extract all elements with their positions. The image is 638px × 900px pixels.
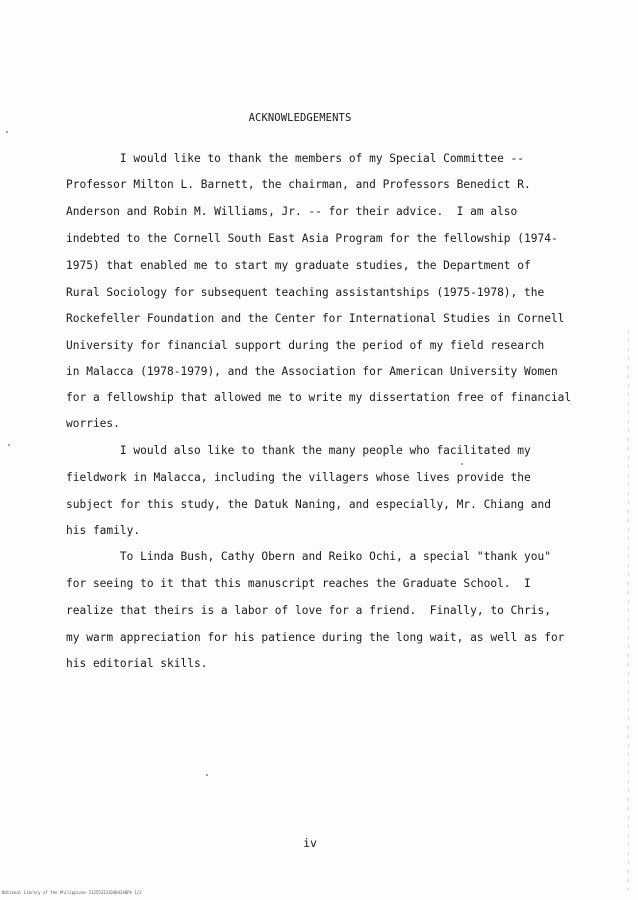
page-number: iv xyxy=(303,836,317,850)
body-line: To Linda Bush, Cathy Obern and Reiko Ochi, a special "thank you" xyxy=(66,550,551,563)
body-line: his family. xyxy=(66,524,141,537)
body-line: Rural Sociology for subsequent teaching assistantships (1975-1978), the xyxy=(66,286,545,299)
body-line: Rockefeller Foundation and the Center for International Studies in Cornell xyxy=(66,312,565,325)
scan-speck xyxy=(206,774,208,776)
page-title: ACKNOWLEDGEMENTS xyxy=(248,112,352,124)
scan-edge-line xyxy=(628,330,629,890)
scan-speck xyxy=(461,463,463,465)
body-line: I would also like to thank the many people who facilitated my xyxy=(66,444,531,457)
body-line: worries. xyxy=(66,417,120,430)
body-line: his editorial skills. xyxy=(66,657,208,670)
body-line: my warm appreciation for his patience during the long wait, as well as for xyxy=(66,631,565,644)
body-line: for a fellowship that allowed me to write my dissertation free of financial xyxy=(66,391,572,404)
scan-footer-stamp: National Library of the Philippines 2125531310404240Ph 1/2 xyxy=(2,890,142,895)
body-line: realize that theirs is a labor of love for a friend. Finally, to Chris, xyxy=(66,604,551,617)
body-line: in Malacca (1978-1979), and the Association for American University Women xyxy=(66,365,558,378)
scan-speck xyxy=(6,131,8,133)
body-line: fieldwork in Malacca, including the villagers whose lives provide the xyxy=(66,471,531,484)
body-line: indebted to the Cornell South East Asia Program for the fellowship (1974- xyxy=(66,232,558,245)
body-line: for seeing to it that this manuscript reaches the Graduate School. I xyxy=(66,577,531,590)
body-line: 1975) that enabled me to start my graduate studies, the Department of xyxy=(66,259,531,272)
body-line: Professor Milton L. Barnett, the chairman, and Professors Benedict R. xyxy=(66,178,531,191)
body-line: I would like to thank the members of my Special Committee -- xyxy=(66,152,525,165)
body-line: subject for this study, the Datuk Naning, and especially, Mr. Chiang and xyxy=(66,498,551,511)
body-line: Anderson and Robin M. Williams, Jr. -- for their advice. I am also xyxy=(66,205,518,218)
body-line: University for financial support during the period of my field research xyxy=(66,339,545,352)
scan-speck xyxy=(8,444,10,446)
